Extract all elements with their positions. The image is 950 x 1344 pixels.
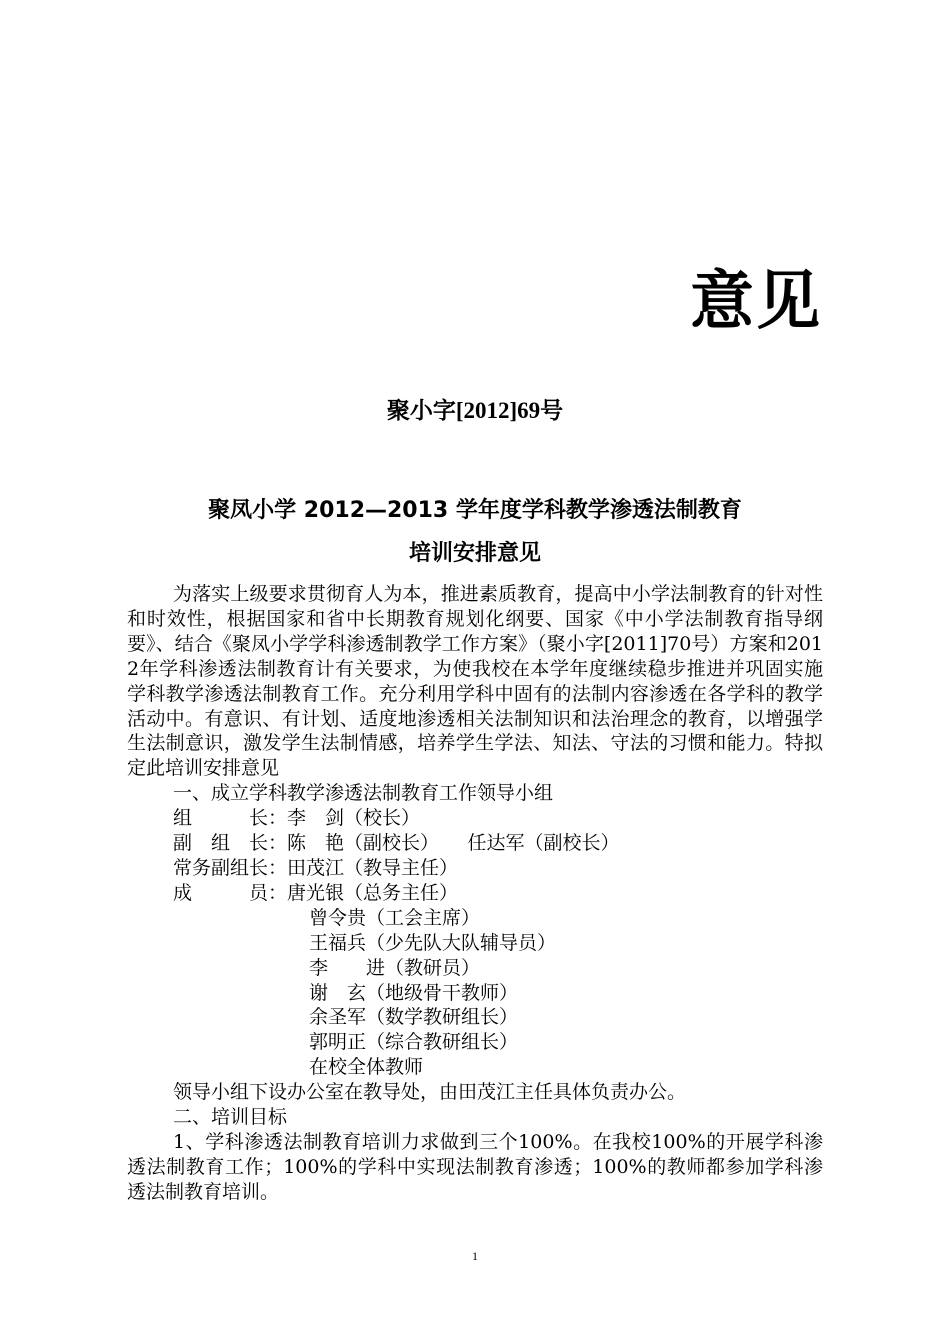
office-note: 领导小组下设办公室在教导处，由田茂江主任具体负责办公。	[173, 1081, 687, 1104]
section-1-heading: 一、成立学科教学渗透法制教育工作领导小组	[173, 782, 554, 805]
members-first-line: 成 员：唐光银（总务主任）	[173, 881, 459, 904]
member-line: 王福兵（少先队大队辅导员）	[309, 931, 557, 954]
member-line: 郭明正（综合教研组长）	[309, 1031, 519, 1054]
member-line: 余圣军（数学教研组长）	[309, 1006, 519, 1029]
page-number: 1	[472, 1249, 478, 1263]
leader-line: 组 长：李 剑（校长）	[173, 807, 421, 830]
document-body	[127, 582, 823, 1205]
executive-vice-leader-line: 常务副组长：田茂江（教导主任）	[173, 856, 459, 879]
member-line: 在校全体教师	[309, 1056, 424, 1079]
intro-paragraph: 为落实上级要求贯彻育人为本，推进素质教育，提高中小学法制教育的针对性和时效性，根据国家和省中长期教育规划化纲要、国家《中小学法制教育指导纲要》、结合《聚凤小学学科渗透制教学工作方案》（聚小字[2011]70号）方案和2012年学科渗透法制教育计有关要求，为使我校在本学年度继续稳步推进并巩固实施学科教学渗透法制教育工作。充分利用学科中固有的法制内容渗透在各学科的教学活动中。有意识、有计划、适度地渗透相关法制知识和法治理念的教育，以增强学生法制意识，激发学生法制情感，培养学生学法、知法、守法的习惯和能力。特拟定此培训安排意见	[127, 583, 823, 780]
vice-leaders-line: 副 组 长：陈 艳（副校长） 任达军（副校长）	[173, 832, 620, 855]
section-2-item-1: 1、学科渗透法制教育培训力求做到三个100%。在我校100%的开展学科渗透法制教育工作；100%的学科中实现法制教育渗透；100%的教师都参加学科渗透法制教育培训。	[127, 1130, 823, 1203]
section-2-heading: 二、培训目标	[173, 1106, 288, 1129]
member-line: 李 进（教研员）	[309, 956, 481, 979]
member-line: 谢 玄（地级骨干教师）	[309, 981, 519, 1004]
document-title-line-1: 聚凤小学 2012—2013 学年度学科教学渗透法制教育	[208, 498, 742, 523]
document-title-line-2: 培训安排意见	[408, 541, 541, 566]
member-line: 曾令贵（工会主席）	[309, 906, 481, 929]
document-number: 聚小字[2012]69号	[386, 398, 564, 423]
document-heading: 意见	[690, 265, 822, 339]
